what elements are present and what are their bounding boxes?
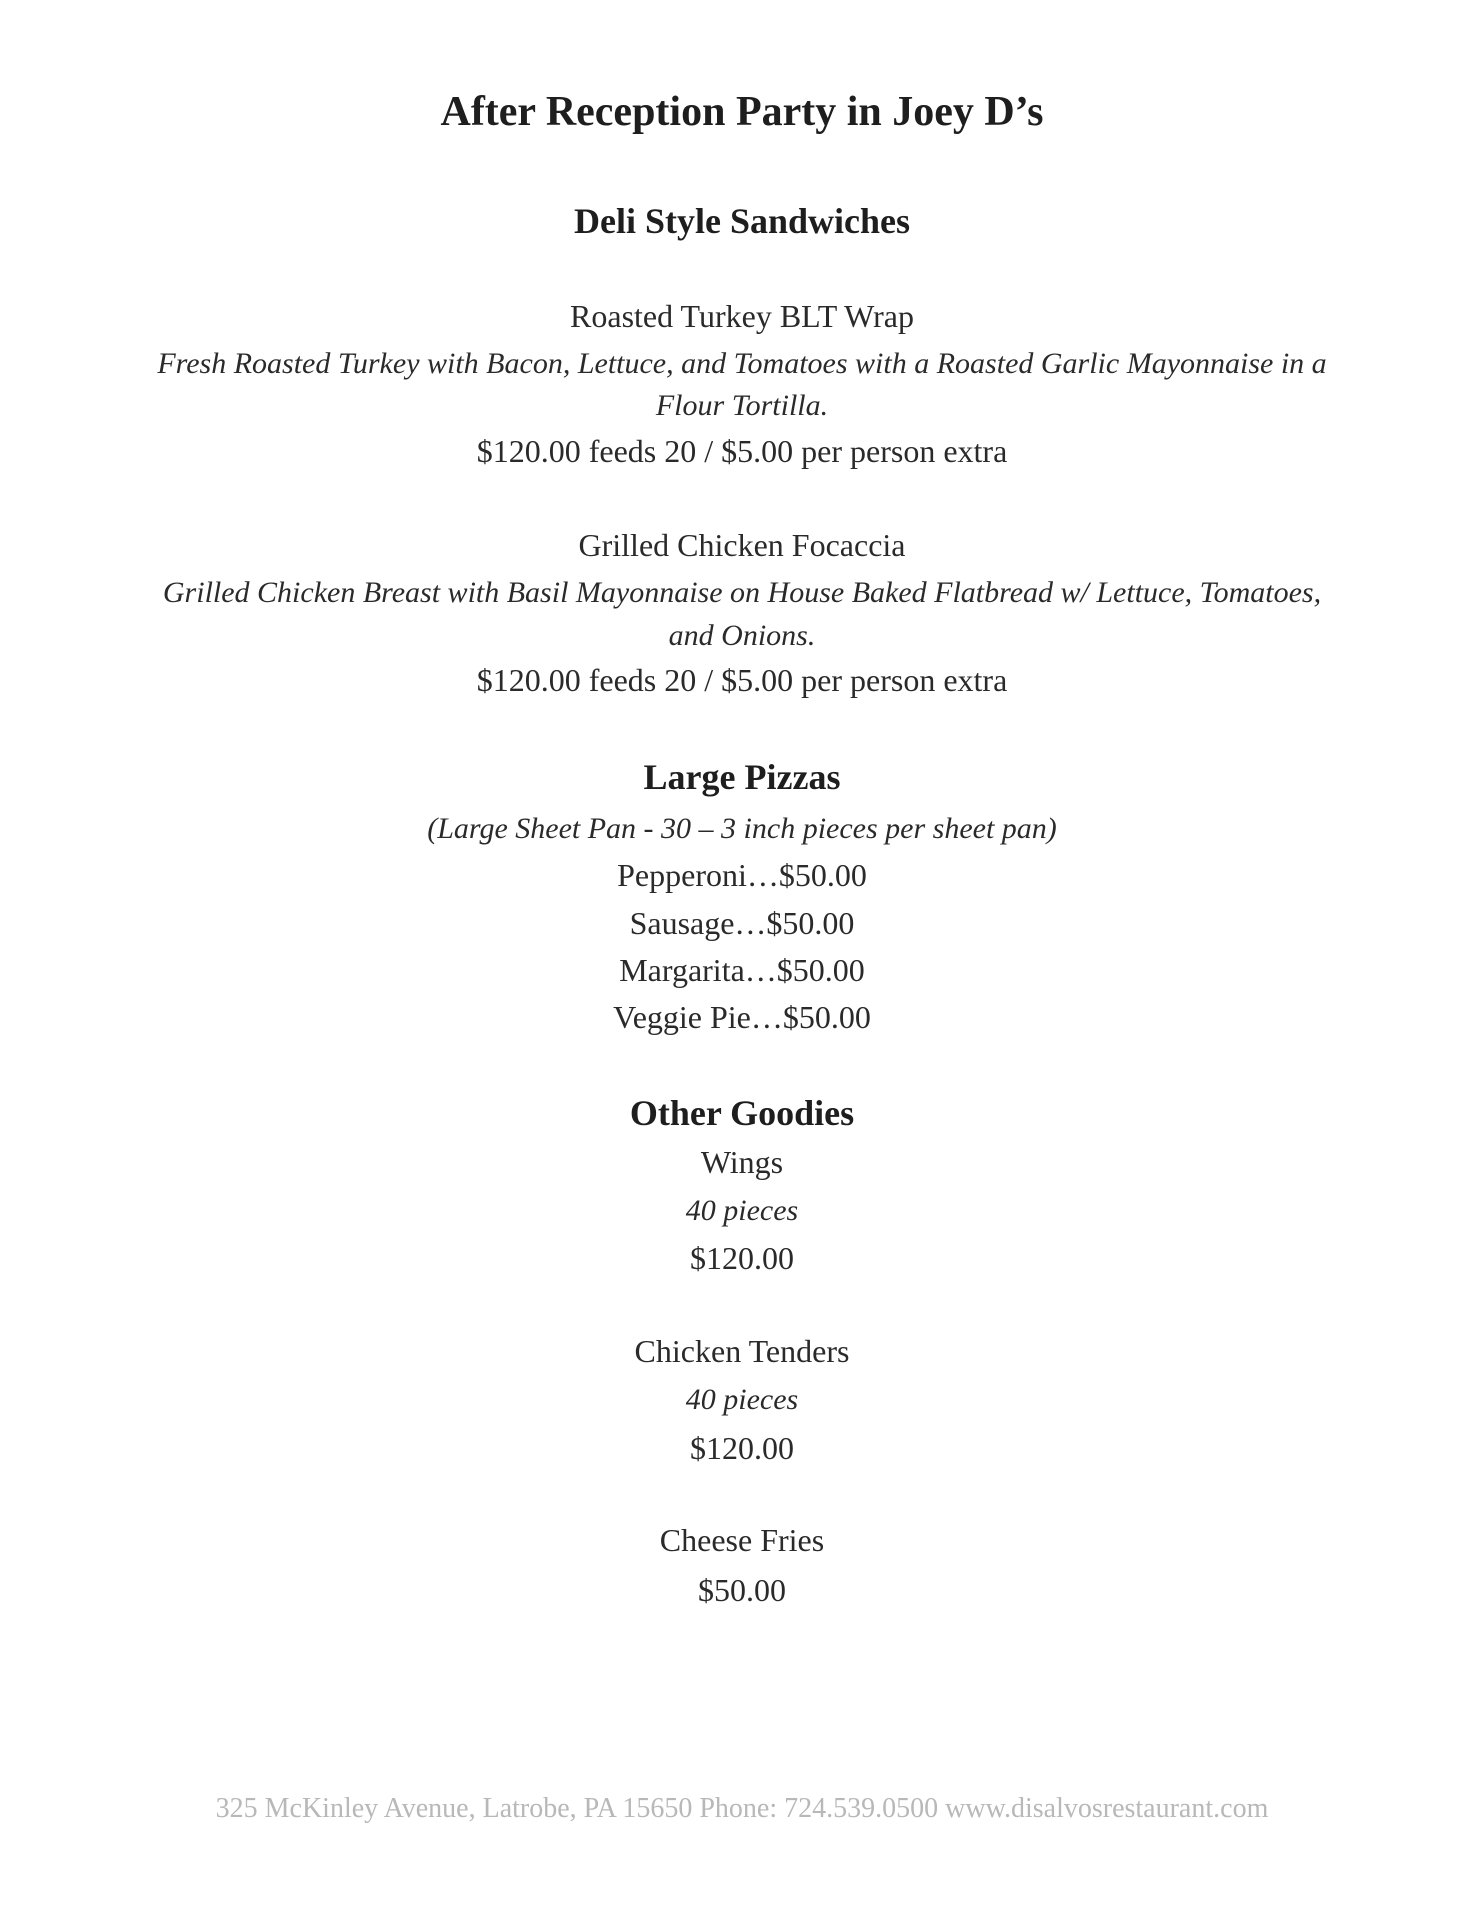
section-heading-sandwiches: Deli Style Sandwiches <box>573 201 911 241</box>
item-desc-chicken-focaccia-line1: Grilled Chicken Breast with Basil Mayonnaise on House Baked Flatbread w/ Lettuce, Tomatoes, <box>162 576 1322 609</box>
item-desc-chicken-focaccia-line2: and Onions. <box>668 619 816 652</box>
goodie-qty-chicken-tenders: 40 pieces <box>685 1383 799 1416</box>
item-name-turkey-wrap: Roasted Turkey BLT Wrap <box>570 298 914 334</box>
section-heading-goodies: Other Goodies <box>629 1093 855 1133</box>
goodie-price-chicken-tenders: $120.00 <box>690 1430 794 1466</box>
item-price-turkey-wrap: $120.00 feeds 20 / $5.00 per person extra <box>476 433 1008 469</box>
pizza-item-margarita: Margarita…$50.00 <box>619 952 865 988</box>
pizza-item-pepperoni: Pepperoni…$50.00 <box>617 857 867 893</box>
goodie-name-cheese-fries: Cheese Fries <box>659 1522 825 1558</box>
footer-contact: 325 McKinley Avenue, Latrobe, PA 15650 Phone: 724.539.0500 www.disalvosrestaurant.com <box>215 1793 1269 1824</box>
pizza-item-sausage: Sausage…$50.00 <box>629 905 855 941</box>
goodie-price-cheese-fries: $50.00 <box>698 1572 786 1608</box>
goodie-name-wings: Wings <box>700 1144 784 1180</box>
page-title: After Reception Party in Joey D’s <box>440 89 1044 135</box>
section-heading-pizzas: Large Pizzas <box>643 757 841 797</box>
goodie-price-wings: $120.00 <box>690 1240 794 1276</box>
goodie-qty-wings: 40 pieces <box>685 1194 799 1227</box>
pizza-item-veggie: Veggie Pie…$50.00 <box>613 999 871 1035</box>
item-price-chicken-focaccia: $120.00 feeds 20 / $5.00 per person extra <box>476 662 1008 698</box>
goodie-name-chicken-tenders: Chicken Tenders <box>634 1333 850 1369</box>
pizzas-note: (Large Sheet Pan - 30 – 3 inch pieces per sheet pan) <box>427 812 1057 845</box>
item-desc-turkey-wrap-line1: Fresh Roasted Turkey with Bacon, Lettuce, and Tomatoes with a Roasted Garlic Mayonnaise in a <box>157 347 1327 380</box>
item-name-chicken-focaccia: Grilled Chicken Focaccia <box>578 527 906 563</box>
item-desc-turkey-wrap-line2: Flour Tortilla. <box>655 389 829 422</box>
